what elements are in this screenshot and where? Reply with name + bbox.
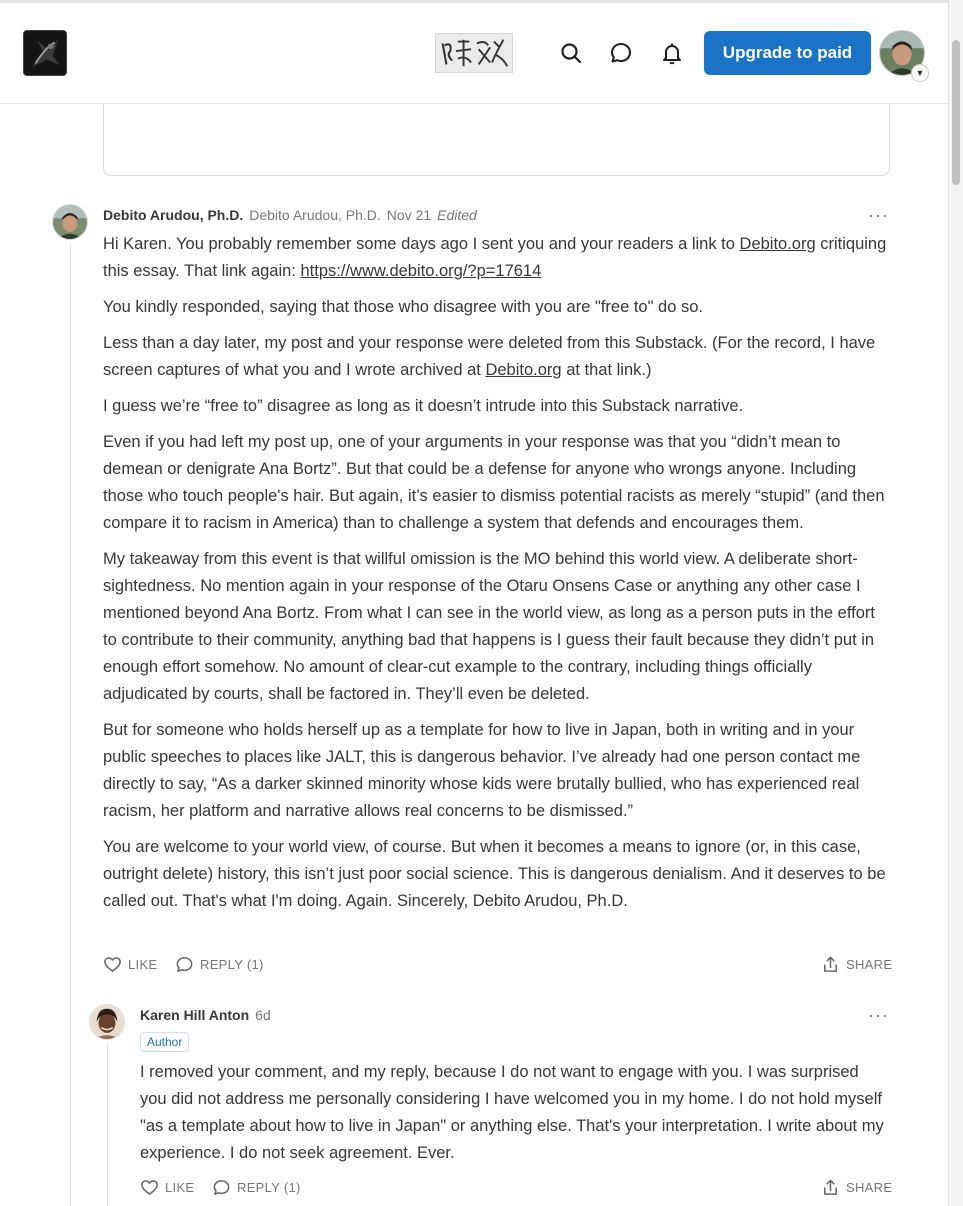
reply-body — [140, 1059, 885, 1176]
share-icon — [821, 955, 840, 974]
comment-thread-line[interactable] — [70, 244, 71, 1206]
comment-paragraph: I guess we’re “free to” disagree as long as it doesn’t intrude into this Substack narrative. — [103, 397, 744, 415]
like-label: LIKE — [128, 957, 158, 972]
comment-edited-label: Edited — [437, 207, 477, 223]
comment-author-publication[interactable]: Debito Arudou, Ph.D. — [249, 207, 381, 223]
like-button[interactable] — [140, 1178, 194, 1197]
account-menu-caret-icon[interactable]: ▼ — [911, 64, 929, 82]
heart-icon — [103, 955, 122, 974]
scrollbar-thumb[interactable] — [952, 40, 960, 185]
comment-author-avatar[interactable] — [52, 204, 88, 240]
reply-author-name[interactable]: Karen Hill Anton — [140, 1007, 250, 1023]
page-scrollbar[interactable] — [948, 0, 963, 1206]
reply-thread-line[interactable] — [107, 1044, 108, 1206]
share-label: SHARE — [846, 957, 893, 972]
share-button[interactable] — [821, 1178, 892, 1197]
comment-text: Less than a day later, my post and your response were deleted from this Substack. (For the record, I have screen captures of what you and I wrote archived at — [103, 334, 876, 379]
debito-post-link[interactable]: https://www.debito.org/?p=17614 — [300, 262, 542, 280]
comment-paragraph: You kindly responded, saying that those who disagree with you are "free to" do so. — [103, 298, 703, 316]
reply-actions — [140, 1178, 893, 1198]
more-options-icon[interactable]: ··· — [868, 205, 889, 225]
comment-text: Hi Karen. You probably remember some days ago I sent you and your readers a link to — [103, 235, 740, 253]
reply-label: REPLY (1) — [237, 1180, 301, 1195]
heart-icon — [140, 1178, 159, 1197]
chat-bubble-icon[interactable] — [609, 41, 633, 65]
reply-bubble-icon — [175, 955, 194, 974]
share-label: SHARE — [846, 1180, 893, 1195]
like-button[interactable] — [103, 955, 157, 974]
comment-actions — [103, 955, 893, 975]
comment-author-name[interactable]: Debito Arudou, Ph.D. — [103, 207, 244, 223]
comment-body — [103, 231, 887, 924]
upgrade-to-paid-button[interactable]: Upgrade to paid — [704, 31, 871, 75]
comment-text: critiquing this essay. That link again: — [103, 235, 887, 280]
comment-paragraph: Even if you had left my post up, one of your arguments in your response was that you “didn’t mean to demean or denigrate Ana Bortz”. But that could be a defense for anyone who wrongs anyone. Including those who touch people's hair. But again, it’s easier to dismiss potential racists as merely “stupid” (and then compare it to racism in America) than to challenge a system that defends and encourages them. — [103, 433, 885, 532]
more-options-icon[interactable]: ··· — [868, 1005, 889, 1025]
search-icon[interactable] — [559, 41, 583, 65]
comment-paragraph: But for someone who holds herself up as a template for how to live in Japan, both in writing and in your public speeches to places like JALT, this is dangerous behavior. I’ve already had one person contact me directly to say, “As a darker skinned minority whose kids were brutally bullied, who has experienced real racism, her platform and narrative allows real concerns to be dismissed.” — [103, 721, 861, 820]
author-badge: Author — [140, 1032, 189, 1052]
previous-comment-card — [103, 103, 890, 176]
reply-paragraph: I removed your comment, and my reply, because I do not want to engage with you. I was surprised you did not address me personally considering I have welcomed you in my home. I do not hold myself "as a template about how to live in Japan" or anything else. That's your interpretation. I write about my experience. I do not seek agreement. Ever. — [140, 1063, 884, 1162]
calligraphy-banner-icon — [435, 33, 513, 73]
comment-date[interactable]: Nov 21 — [386, 207, 432, 223]
comment-paragraph: My takeaway from this event is that willful omission is the MO behind this world view. A deliberate short-sightedness. No mention again in your response of the Otaru Onsens Case or anything any other case I mentioned beyond Ana Bortz. From what I can see in the world view, as long as a person puts in the effort to contribute to their community, anything bad that happens is I guess their fault because they didn’t put in enough effort somehow. No amount of clear-cut example to the contrary, including things officially adjudicated by courts, shall be factored in. They’ll even be deleted. — [103, 550, 875, 703]
share-icon — [821, 1178, 840, 1197]
comment-paragraph — [103, 231, 887, 285]
reply-author-avatar[interactable] — [89, 1004, 125, 1040]
reply-meta — [140, 1007, 277, 1023]
share-button[interactable] — [821, 955, 892, 974]
comment-paragraph: You are welcome to your world view, of course. But when it becomes a means to ignore (or, in this case, outright delete) history, this isn’t just poor social science. This is dangerous denialism. And it deserves to be called out. That's what I'm doing. Again. Sincerely, Debito Arudou, Ph.D. — [103, 838, 886, 910]
reply-label: REPLY (1) — [200, 957, 264, 972]
reply-bubble-icon — [212, 1178, 231, 1197]
comment-paragraph — [103, 330, 887, 384]
top-navbar — [0, 3, 948, 104]
debito-link[interactable]: Debito.org — [485, 361, 562, 379]
comment-meta — [103, 207, 477, 223]
bell-icon[interactable] — [660, 41, 684, 65]
reply-button[interactable] — [175, 955, 264, 974]
like-label: LIKE — [165, 1180, 195, 1195]
comment-text: at that link.) — [561, 361, 652, 379]
debito-link[interactable]: Debito.org — [739, 235, 816, 253]
reply-date[interactable]: 6d — [255, 1007, 271, 1023]
reply-button[interactable] — [212, 1178, 301, 1197]
publication-logo-icon[interactable] — [23, 30, 67, 76]
